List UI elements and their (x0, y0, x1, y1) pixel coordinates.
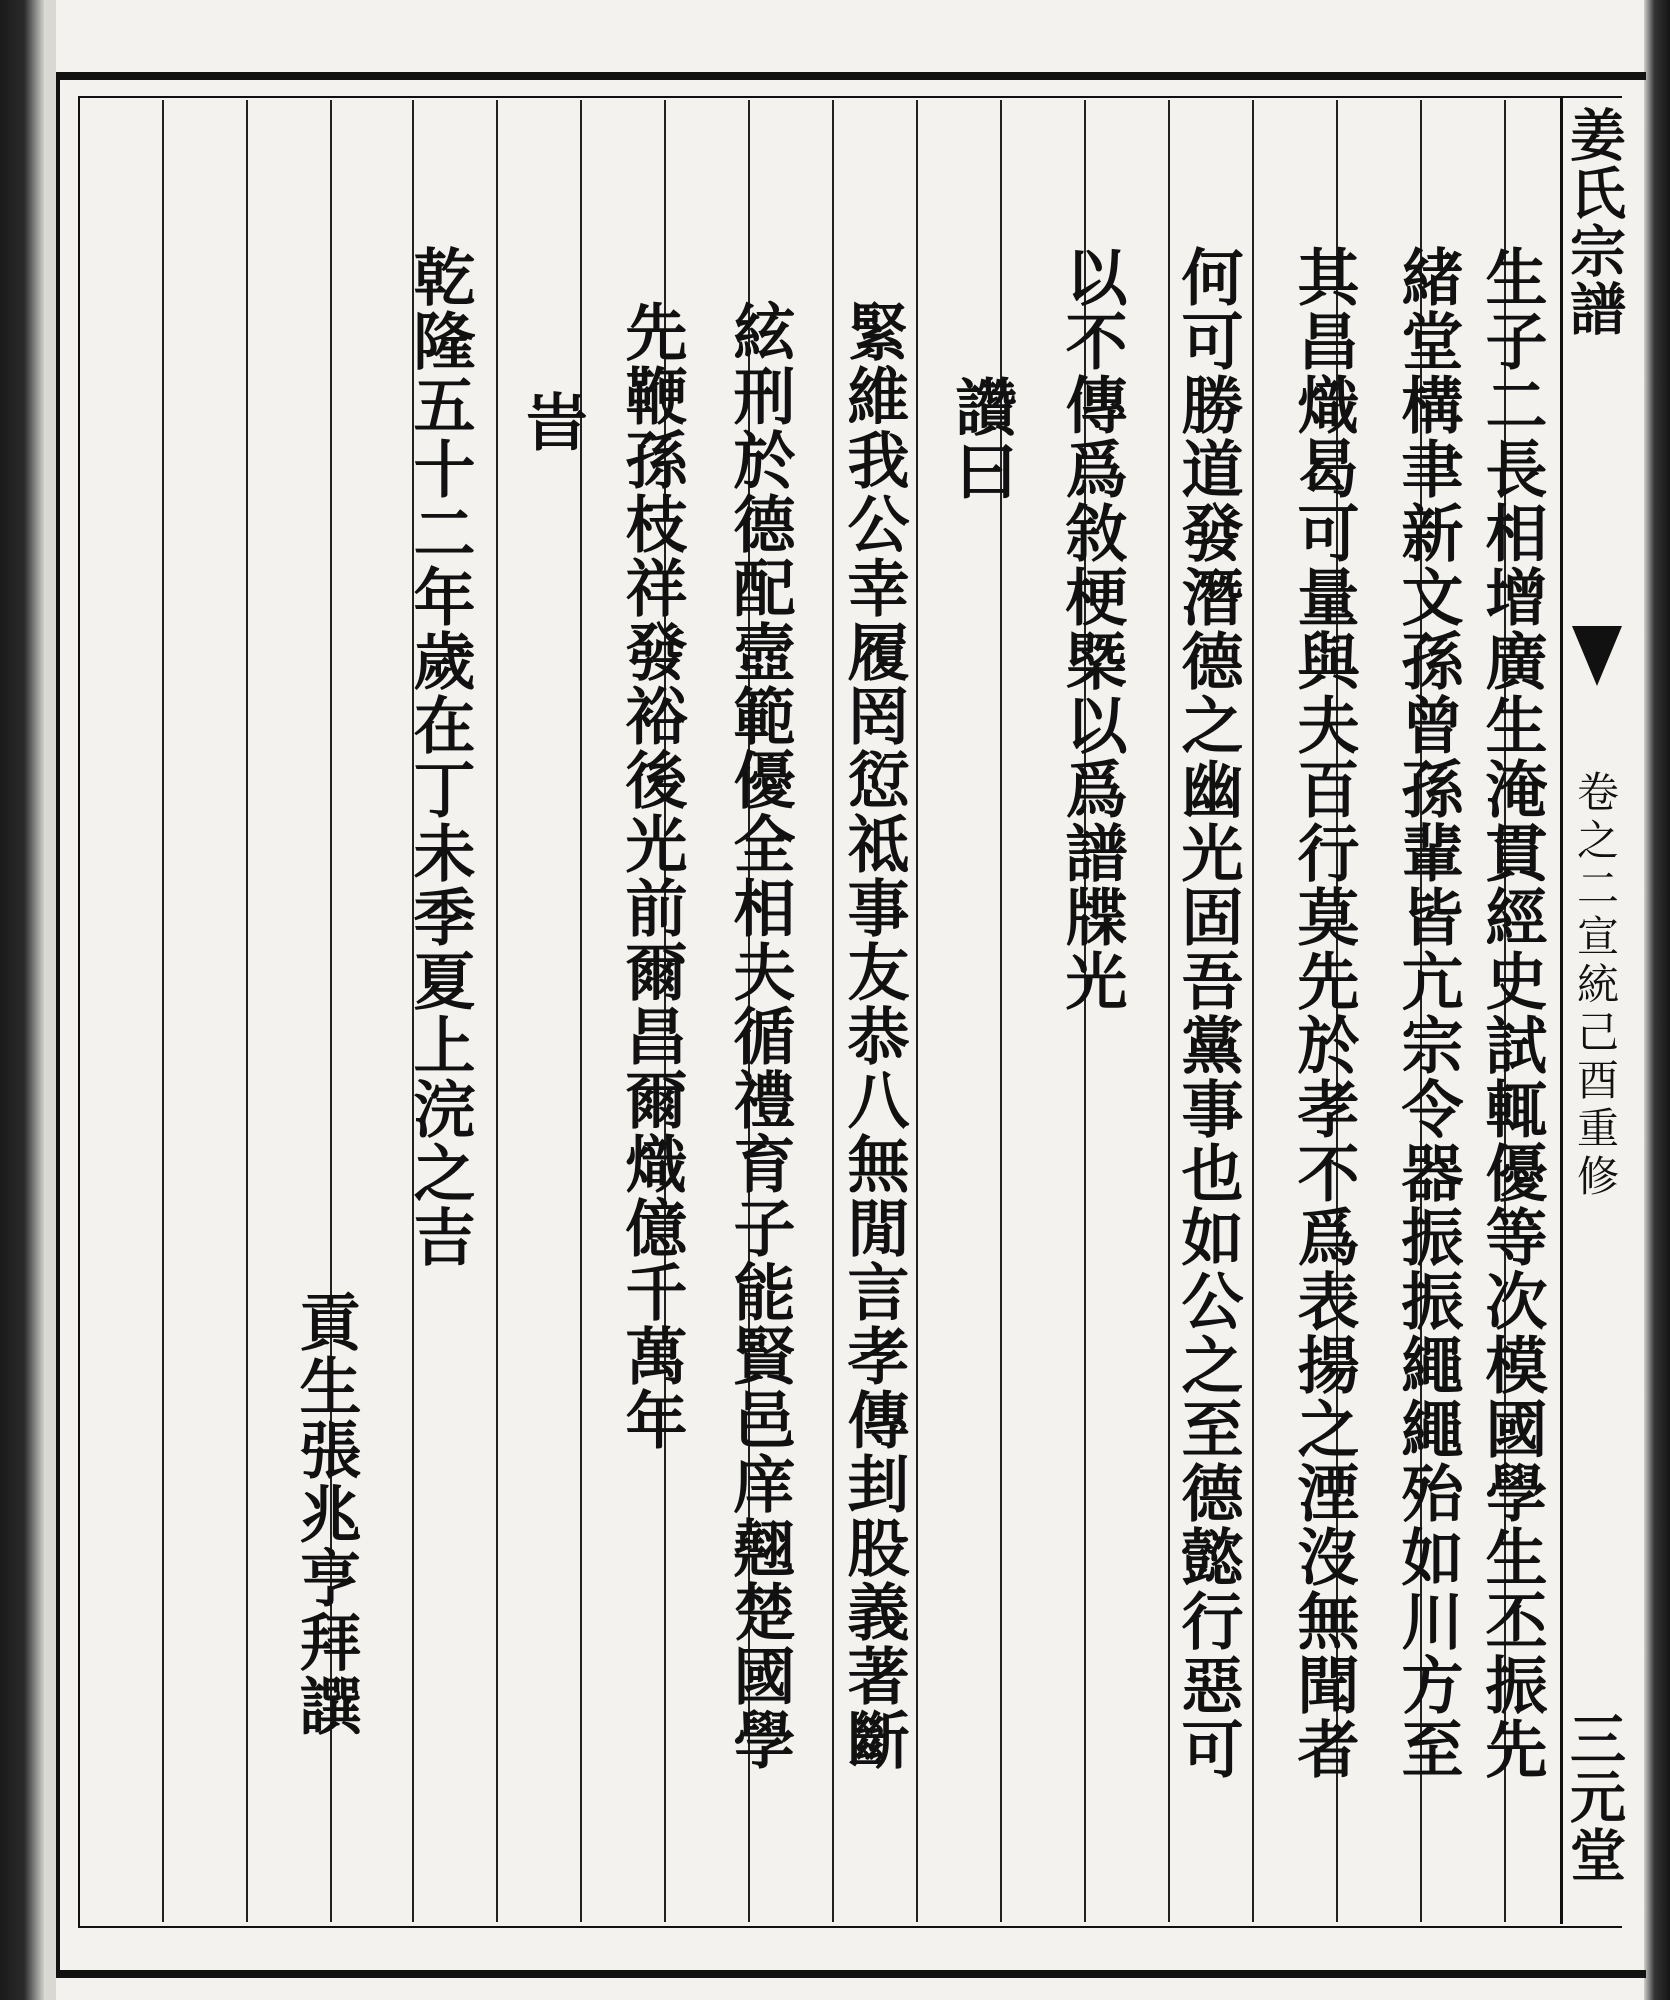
praise-heading: 讚曰 (945, 375, 1018, 503)
text-column-8: 緊維我公幸履罔愆祗事友恭八無閒言孝傳刲股義著斷 (837, 300, 910, 1772)
text-column-9: 絃刑於德配壼範優全相夫循禮育子能賢邑庠翹楚國學 (723, 300, 796, 1772)
text-column-2: 緒堂構聿新文孫曾孫輩皆亢宗令器振振繩繩殆如川方至 (1391, 245, 1464, 1781)
page-edge-left (0, 0, 44, 2000)
page-edge-left-inner (44, 0, 56, 2000)
text-column-10: 先鞭孫枝祥發裕後光前爾昌爾熾億千萬年 (615, 300, 688, 1452)
date-line: 乾隆五十二年歲在丁未季夏上浣之吉 (403, 245, 476, 1269)
column-rule (1000, 100, 1002, 1922)
text-column-1: 生子二長相增廣生淹貫經史試輒優等次模國學生丕振先 (1475, 245, 1548, 1781)
volume-label: 卷之二 (1571, 770, 1620, 914)
date-prefix: 旹 (515, 390, 588, 454)
column-rule (246, 100, 248, 1922)
column-rule (1168, 100, 1170, 1922)
column-rule (580, 100, 582, 1922)
column-rule (916, 100, 918, 1922)
hall-name: 三元堂 (1561, 1710, 1627, 1884)
fishtail-mark (1572, 626, 1622, 686)
column-rule (162, 100, 164, 1922)
column-rule (496, 100, 498, 1922)
text-column-3: 其昌熾曷可量與夫百行莫先於孝不爲表揚之湮沒無聞者 (1287, 245, 1360, 1781)
page-edge-right (1644, 0, 1670, 2000)
column-rule (832, 100, 834, 1922)
author-signature: 貢生張兆亨拜譔 (289, 1290, 362, 1738)
text-column-5: 以不傳爲敘梗槩以爲譜牒光 (1055, 245, 1128, 1013)
edition-note (1571, 770, 1620, 1202)
edition-label: 宣統己酉重修 (1571, 914, 1620, 1202)
column-rule (1252, 100, 1254, 1922)
text-column-4: 何可勝道發潛德之幽光固吾黨事也如公之至德懿行惡可 (1171, 245, 1244, 1781)
genealogy-title: 姜氏宗譜 (1561, 106, 1627, 338)
